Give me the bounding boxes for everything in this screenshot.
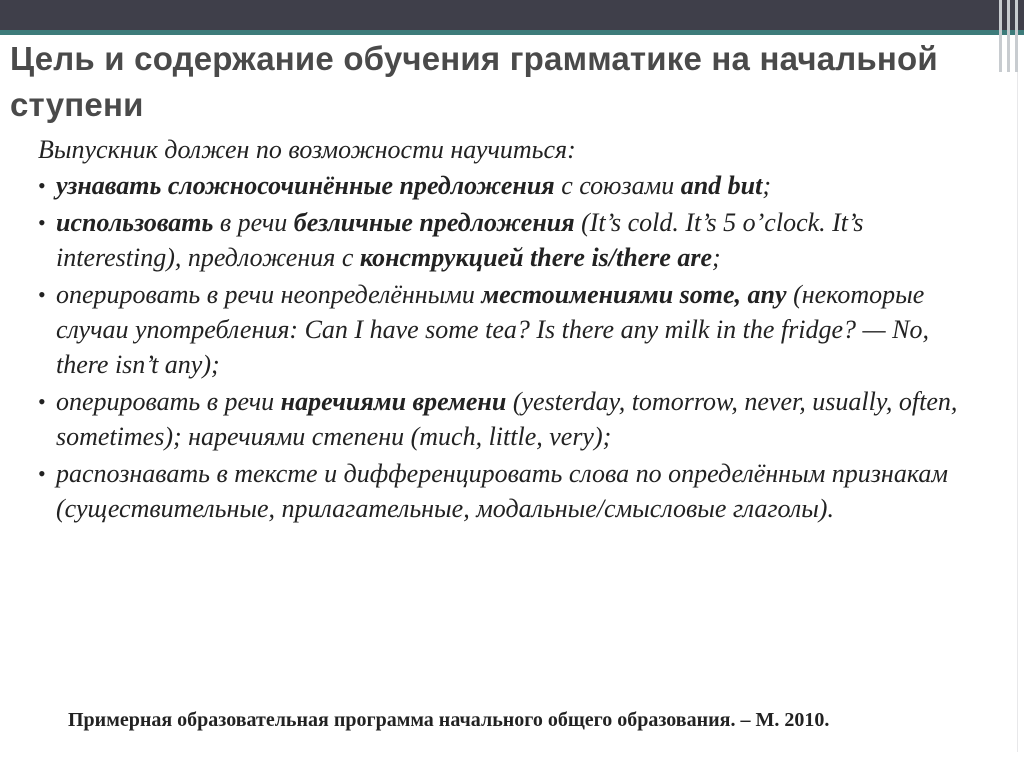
- bullet-text: ;: [712, 243, 721, 272]
- source-citation: Примерная образовательная программа начального общего образования. – М. 2010.: [68, 709, 830, 731]
- bullet-item: [38, 168, 978, 203]
- bullet-text-bold: конструкцией there is/there are: [359, 243, 713, 272]
- bullet-text: с союзами: [554, 171, 681, 200]
- teal-stripe: [0, 30, 1024, 35]
- bullet-text-bold: местоимениями some, any: [481, 280, 787, 309]
- bullet-text: (It’s cold. It’s 5 o’clock. It’s interesting), предложения с: [56, 208, 864, 272]
- top-bar: [0, 0, 1024, 30]
- bullet-text-bold: узнавать сложносочинённые предложения: [56, 171, 555, 200]
- bullet-item: [38, 384, 978, 454]
- bullet-text: (yesterday, tomorrow, never, usually, often, sometimes); наречиями степени (much, little, very);: [56, 387, 958, 451]
- bullet-mark: •: [38, 389, 46, 414]
- bullet-item: [38, 277, 978, 382]
- bullet-text-bold: and: [680, 171, 722, 200]
- bullet-text: распознавать в тексте и дифференцировать слова по определённым признакам (существительные, прилагательные, модальные/смысловые глаголы).: [56, 459, 948, 523]
- bullet-mark: •: [38, 282, 46, 307]
- bullet-text: (некоторые случаи употребления: Can I have some tea? Is there any milk in the fridge? — No, there isn’t any);: [56, 280, 929, 379]
- bullet-text-bold: использовать: [56, 208, 214, 237]
- bullet-mark: •: [38, 210, 46, 235]
- bullet-text: оперировать в речи неопределёнными: [56, 280, 482, 309]
- bullet-item: [38, 205, 978, 275]
- intro-text: Выпускник должен по возможности научиться:: [38, 135, 576, 164]
- bullet-text: оперировать в речи: [56, 387, 281, 416]
- bullet-text-bold: наречиями времени: [280, 387, 507, 416]
- slide-title: Цель и содержание обучения грамматике на начальной ступени: [10, 40, 938, 123]
- slide-body: [38, 132, 978, 528]
- corner-decoration: [994, 0, 1024, 72]
- bullet-text-bold: but: [727, 171, 763, 200]
- right-divider: [1017, 72, 1018, 752]
- bullet-text-bold: безличные предложения: [293, 208, 575, 237]
- bullet-text: в речи: [213, 208, 294, 237]
- bullet-mark: •: [38, 461, 46, 486]
- bullet-mark: •: [38, 173, 46, 198]
- bullet-item: [38, 456, 978, 526]
- bullet-text: ;: [762, 171, 772, 200]
